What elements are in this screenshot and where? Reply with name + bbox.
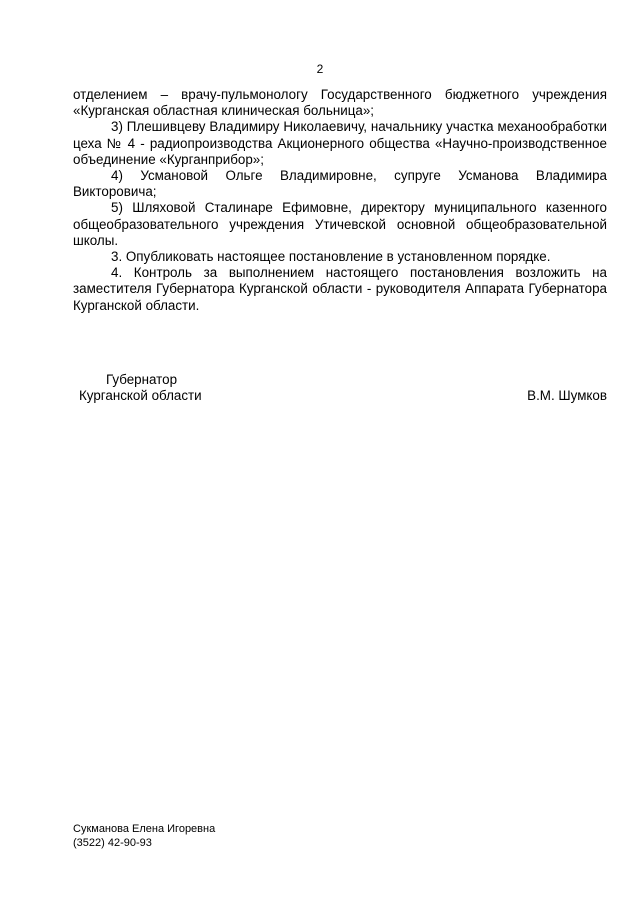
signatory-name: В.М. Шумков: [527, 388, 607, 403]
executor-name: Сукманова Елена Игоревна: [73, 823, 216, 835]
executor-phone: (3522) 42-90-93: [73, 837, 152, 849]
signatory-title-line-2: Курганской области: [79, 388, 202, 403]
paragraph-clause-4: 4. Контроль за выполнением настоящего постановления возложить на заместителя Губернатора Курганской области - руководителя Аппарата Губернатора Курганской области.: [73, 265, 607, 313]
page-number: 2: [316, 62, 324, 76]
paragraph-clause-3: 3. Опубликовать настоящее постановление в установленном порядке.: [111, 249, 551, 265]
executor-footer: [73, 822, 215, 850]
paragraph-item-4: 4) Усмановой Ольге Владимировне, супруге Усманова Владимира Викторовича;: [73, 168, 607, 200]
paragraph-item-3: 3) Плешивцеву Владимиру Николаевичу, начальнику участка механообработки цеха № 4 - радиопроизводства Акционерного общества «Научно-производственное объединение «Курганприбор»;: [73, 119, 607, 167]
signatory-title-line-1: Губернатор: [106, 372, 178, 387]
paragraph-item-5: 5) Шляховой Сталинаре Ефимовне, директору муниципального казенного общеобразовательного учреждения Утичевской основной общеобразовательной школы.: [73, 200, 607, 248]
document-body: [73, 87, 607, 314]
paragraph-continuation: отделением – врачу-пульмонологу Государственного бюджетного учреждения «Курганская областная клиническая больница»;: [73, 87, 607, 119]
